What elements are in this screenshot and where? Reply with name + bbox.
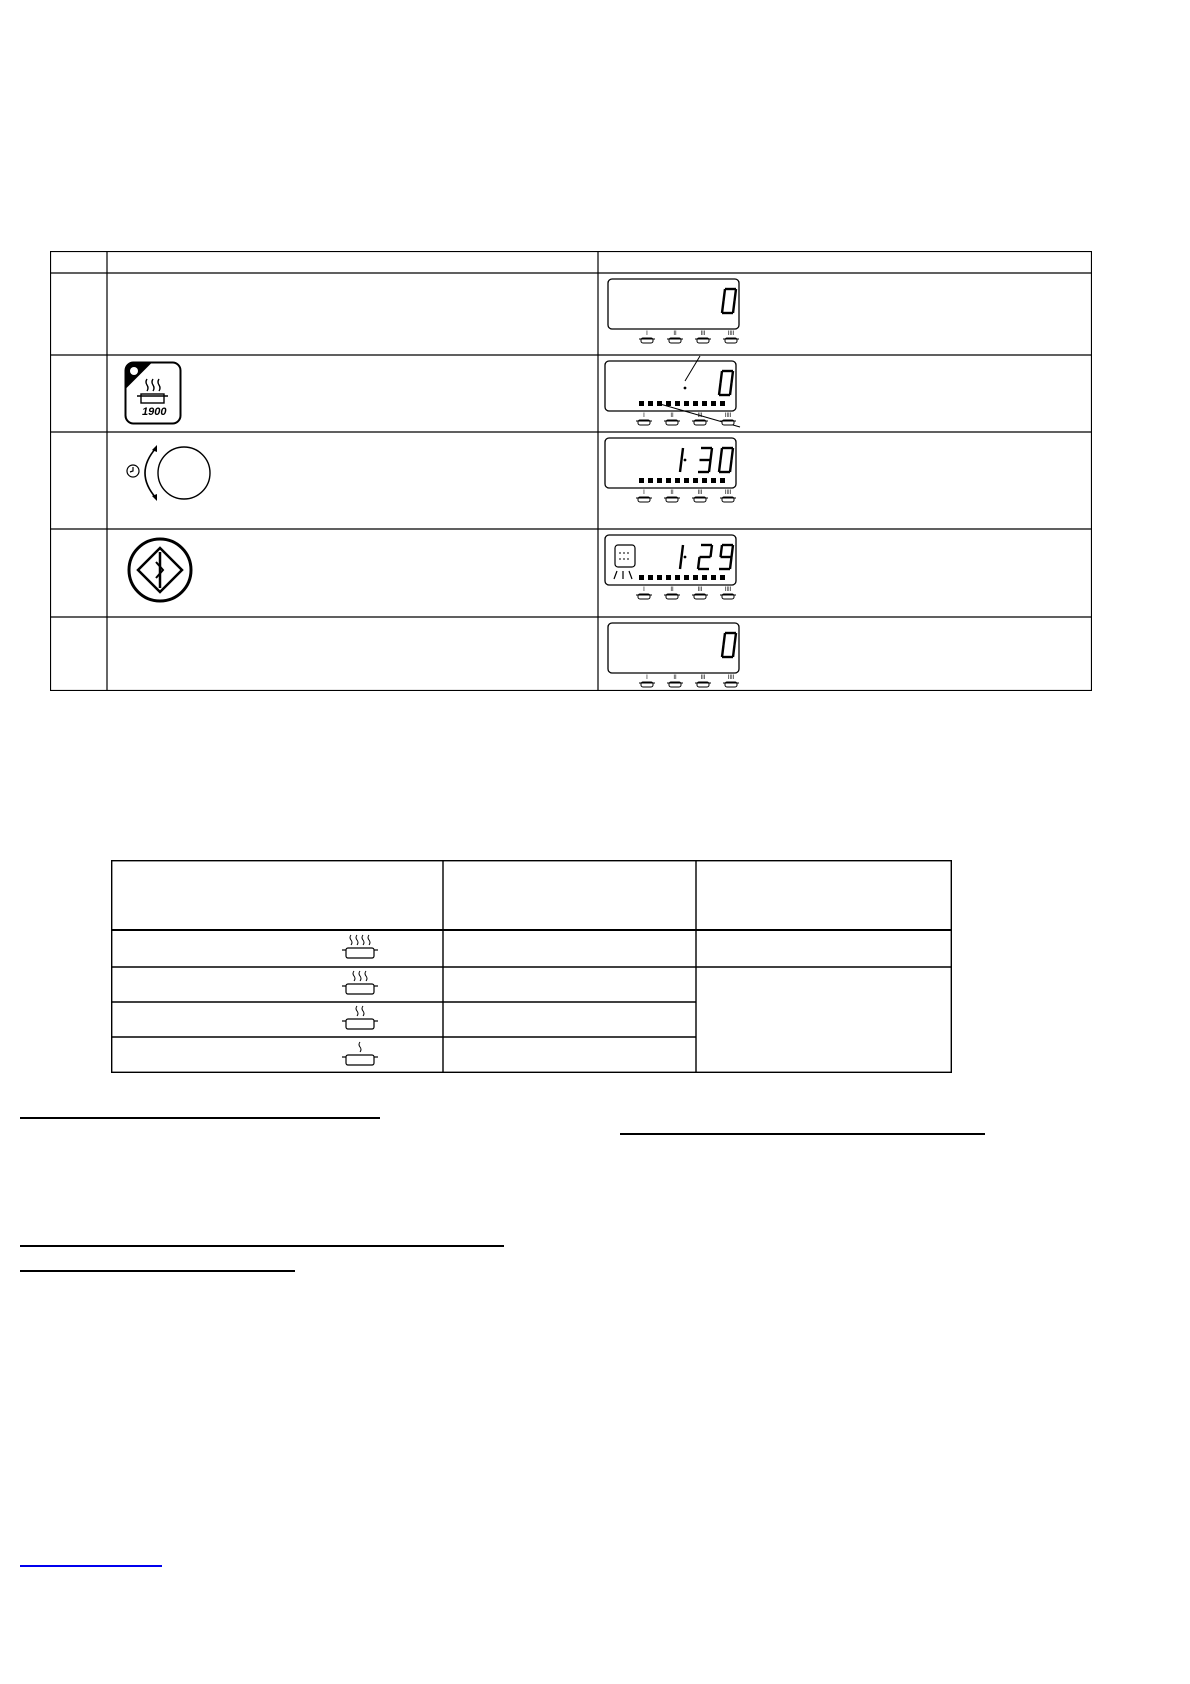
lcd-power-bar [666,575,671,580]
lcd-segment [711,448,713,460]
lcd-power-bar [693,575,698,580]
heading-underline-3 [20,1245,504,1247]
power-mark-label: III [700,675,706,681]
lcd-power-bar [648,575,653,580]
lcd-segment [733,645,735,657]
lcd-power-bar [702,478,707,483]
pot-body [346,948,374,958]
lcd-segment [724,289,726,301]
heat-icon-layer [111,860,952,1073]
steam-wave [356,935,358,945]
power-mark-label: IIII [724,490,732,496]
heat-level-3-icon [342,971,378,994]
lcd-segment [735,633,737,645]
heading-underline-4 [20,1270,295,1272]
power-mark-label: II [670,413,674,419]
heading-underline-1 [20,1117,380,1119]
lcd-power-bar [675,575,680,580]
power-mark-label: III [697,587,703,593]
power-mark-label: IIII [724,413,732,419]
lcd-segment [730,557,732,569]
steam-wave [362,935,364,945]
lcd-power-bar [693,478,698,483]
pot-body [346,984,374,994]
lcd-segment [682,448,684,460]
power-mark-label: I [646,331,648,337]
lcd-displays [50,251,1092,691]
steam-wave [362,1006,364,1016]
power-mark-label: I [643,490,645,496]
power-mark-label: I [643,587,645,593]
lcd-power-bar [720,478,725,483]
lcd-segment [735,289,737,301]
lcd-colon-dot [684,459,687,462]
lcd-power-bar [648,401,653,406]
power-mark-label: IIII [727,331,735,337]
lcd-display-4 [605,535,736,599]
power-mark-label: IIII [724,587,732,593]
lcd-segment [733,301,735,313]
lcd-segment [719,383,721,395]
heat-level-4-icon [342,935,378,958]
lcd-power-bar [711,575,716,580]
link-underline[interactable] [20,1565,162,1567]
lcd-power-bar [711,401,716,406]
power-mark-label: II [673,331,677,337]
lcd-segment [732,545,734,557]
power-mark-label: III [700,331,706,337]
lcd-power-bar [657,575,662,580]
heat-level-2-icon [342,1006,378,1029]
steam-wave [368,935,370,945]
power-mark-label: II [670,490,674,496]
steam-wave [350,935,352,945]
lcd-power-bar [666,478,671,483]
lcd-segment [721,371,723,383]
lcd-power-bar [702,575,707,580]
power-mark-label: I [646,675,648,681]
lcd-power-bar [684,401,689,406]
lcd-power-bar [657,478,662,483]
steam-wave [359,1042,361,1052]
power-mark-label: IIII [727,675,735,681]
lcd-power-bar [693,401,698,406]
power-mark-label: I [643,413,645,419]
lcd-indicator-dot [684,387,687,390]
lcd-segment [682,545,684,557]
lcd-frame [608,623,739,673]
lcd-power-bar [720,401,725,406]
power-mark-label: III [697,413,703,419]
power-mark-label: II [670,587,674,593]
lcd-power-bar [675,401,680,406]
lcd-power-bar [720,575,725,580]
lcd-display-1 [608,279,739,343]
lcd-segment [680,460,682,472]
lcd-power-bar [639,575,644,580]
power-mark-label: III [697,490,703,496]
lcd-segment [722,645,724,657]
lcd-display-2 [605,356,740,427]
lcd-display-5 [608,623,739,687]
lcd-segment [721,545,723,557]
lcd-segment [730,460,732,472]
lcd-power-bar [684,478,689,483]
lcd-segment [719,460,721,472]
lcd-power-bar [684,575,689,580]
lcd-segment [709,460,711,472]
power-button-label: 1900 [142,406,167,418]
instruction-step-table [50,251,1092,691]
lcd-segment [698,557,700,569]
lcd-segment [722,301,724,313]
lcd-frame [608,279,739,329]
pot-body [346,1055,374,1065]
lcd-power-bar [657,401,662,406]
lcd-power-bar [666,401,671,406]
lcd-segment [724,633,726,645]
heading-underline-2 [620,1133,985,1135]
steam-wave [356,1006,358,1016]
pot-body [346,1019,374,1029]
lcd-segment [732,371,734,383]
steam-wave [353,971,355,981]
power-level-table [111,860,952,1073]
lcd-segment [730,383,732,395]
lcd-display-3 [605,438,736,502]
steam-wave [359,971,361,981]
lcd-segment [711,545,713,557]
lcd-power-bar [675,478,680,483]
steam-wave [365,971,367,981]
lcd-power-bar [648,478,653,483]
lcd-power-bar [702,401,707,406]
lcd-power-bar [639,478,644,483]
lcd-segment [721,448,723,460]
lcd-segment [732,448,734,460]
power-mark-label: II [673,675,677,681]
lcd-colon-dot [684,556,687,559]
lcd-power-bar [639,401,644,406]
lcd-segment [680,557,682,569]
heat-level-1-icon [342,1042,378,1065]
lcd-power-bar [711,478,716,483]
